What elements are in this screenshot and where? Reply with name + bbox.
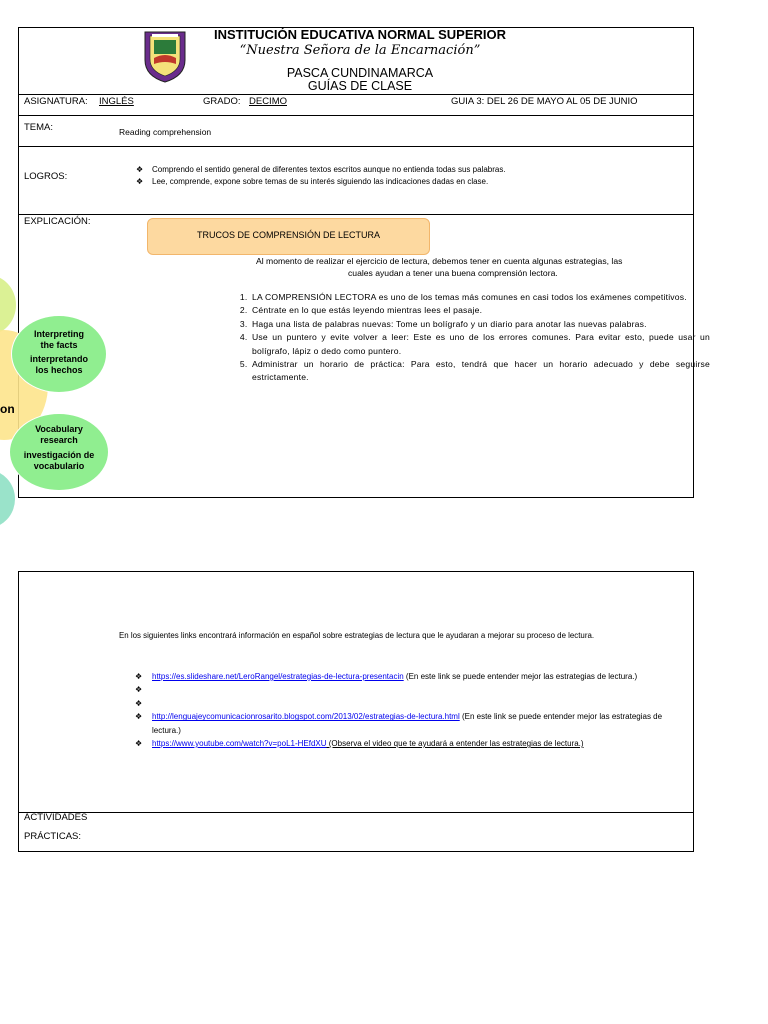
- step-item: 4. Use un puntero y evite volver a leer: Este es uno de los errores comunes. Para evitar esto, puede usar un bolígrafo, lápiz o dedo como puntero.: [250, 331, 710, 358]
- bullet-icon: ❖: [135, 739, 143, 749]
- diagram-circle-lime: [0, 275, 16, 335]
- tema-value: Reading comprehension: [119, 127, 212, 137]
- diagram-circle-teal: [0, 470, 15, 528]
- list-item: [135, 683, 680, 696]
- activities-label: ACTIVIDADES: [24, 812, 88, 823]
- tema-label: TEMA:: [24, 122, 54, 133]
- bullet-icon: ❖: [136, 177, 144, 186]
- step-item: 2. Céntrate en lo que estás leyendo mientras lees el pasaje.: [250, 304, 710, 317]
- doc-type-title: GUÍAS DE CLASE: [307, 79, 413, 93]
- practices-label: PRÁCTICAS:: [24, 831, 82, 842]
- bullet-icon: ❖: [136, 165, 144, 174]
- bubble2-spanish: investigación de vocabulario: [23, 450, 95, 471]
- link-note: (Observa el video que te ayudará a entender las estrategias de lectura.): [326, 739, 584, 749]
- bubble1-english: Interpreting the facts: [33, 329, 84, 350]
- guide-dates: GUIA 3: DEL 26 DE MAYO AL 05 DE JUNIO: [451, 96, 638, 107]
- bullet-icon: ❖: [135, 685, 143, 695]
- list-item: [135, 670, 680, 683]
- list-item: [135, 697, 680, 710]
- divider: [18, 812, 694, 813]
- institution-motto: “Nuestra Señora de la Encarnación”: [239, 43, 481, 58]
- step-item: 3. Haga una lista de palabras nuevas: Tome un bolígrafo y un diario para anotar las nuevas palabras.: [250, 318, 710, 331]
- divider: [18, 214, 694, 215]
- resources-intro: En los siguientes links encontrará información en español sobre estrategias de lectura que le ayudaran a mejorar su proceso de lectura.: [119, 631, 595, 640]
- bullet-icon: ❖: [135, 698, 143, 708]
- divider: [18, 115, 694, 116]
- logro-item: Lee, comprende, expone sobre temas de su interés siguiendo las indicaciones dadas en clase.: [152, 177, 489, 186]
- bubble1-spanish: interpretando los hechos: [29, 354, 88, 375]
- subject-label: ASIGNATURA:: [24, 96, 88, 107]
- diagram-fragment-text: on: [0, 402, 15, 416]
- slideshare-link[interactable]: https://es.slideshare.net/LeroRangel/estrategias-de-lectura-presentacin: [152, 672, 404, 681]
- grade-value: DECIMO: [249, 96, 287, 107]
- school-crest-logo: [142, 30, 188, 84]
- banner-title: TRUCOS DE COMPRENSIÓN DE LECTURA: [196, 230, 381, 240]
- link-note: (En este link se puede entender mejor las estrategias de lectura.): [403, 672, 638, 681]
- steps-list: [228, 291, 710, 385]
- logros-label: LOGROS:: [24, 171, 68, 182]
- subject-value: INGLÉS: [99, 96, 134, 107]
- link-note: (En este link se puede entender mejor las estrategias de lectura.): [152, 712, 663, 735]
- town-title: PASCA CUNDINAMARCA: [286, 66, 434, 80]
- logro-item: Comprendo el sentido general de diferentes textos escritos aunque no entienda todas sus palabras.: [152, 165, 506, 174]
- divider: [18, 146, 694, 147]
- intro-line-1: Al momento de realizar el ejercicio de lectura, debemos tener en cuenta algunas estrategias, las: [256, 256, 623, 266]
- bubble2-english: Vocabulary research: [35, 424, 83, 445]
- list-item: [135, 737, 680, 750]
- links-list: [135, 670, 680, 750]
- grade-label: GRADO:: [203, 96, 241, 107]
- divider: [18, 94, 694, 95]
- blogspot-link[interactable]: http://lenguajeycomunicacionrosarito.blogspot.com/2013/02/estrategias-de-lectura.html: [152, 712, 460, 722]
- intro-line-2: cuales ayudan a tener una buena comprensión lectora.: [348, 268, 558, 278]
- step-item: 5. Administrar un horario de práctica: Para esto, tendrá que hacer un horario adecuado y debe seguirse estrictamente.: [250, 358, 710, 385]
- explicacion-label: EXPLICACIÓN:: [24, 216, 91, 227]
- bullet-icon: ❖: [135, 712, 143, 722]
- step-item: 1. LA COMPRENSIÓN LECTORA es uno de los temas más comunes en casi todos los exámenes competitivos.: [250, 291, 710, 304]
- youtube-link[interactable]: https://www.youtube.com/watch?v=poL1-HEfdXU: [152, 739, 327, 749]
- bullet-icon: ❖: [135, 672, 143, 681]
- institution-title: INSTITUCIÓN EDUCATIVA NORMAL SUPERIOR: [213, 27, 507, 42]
- list-item: [135, 710, 680, 737]
